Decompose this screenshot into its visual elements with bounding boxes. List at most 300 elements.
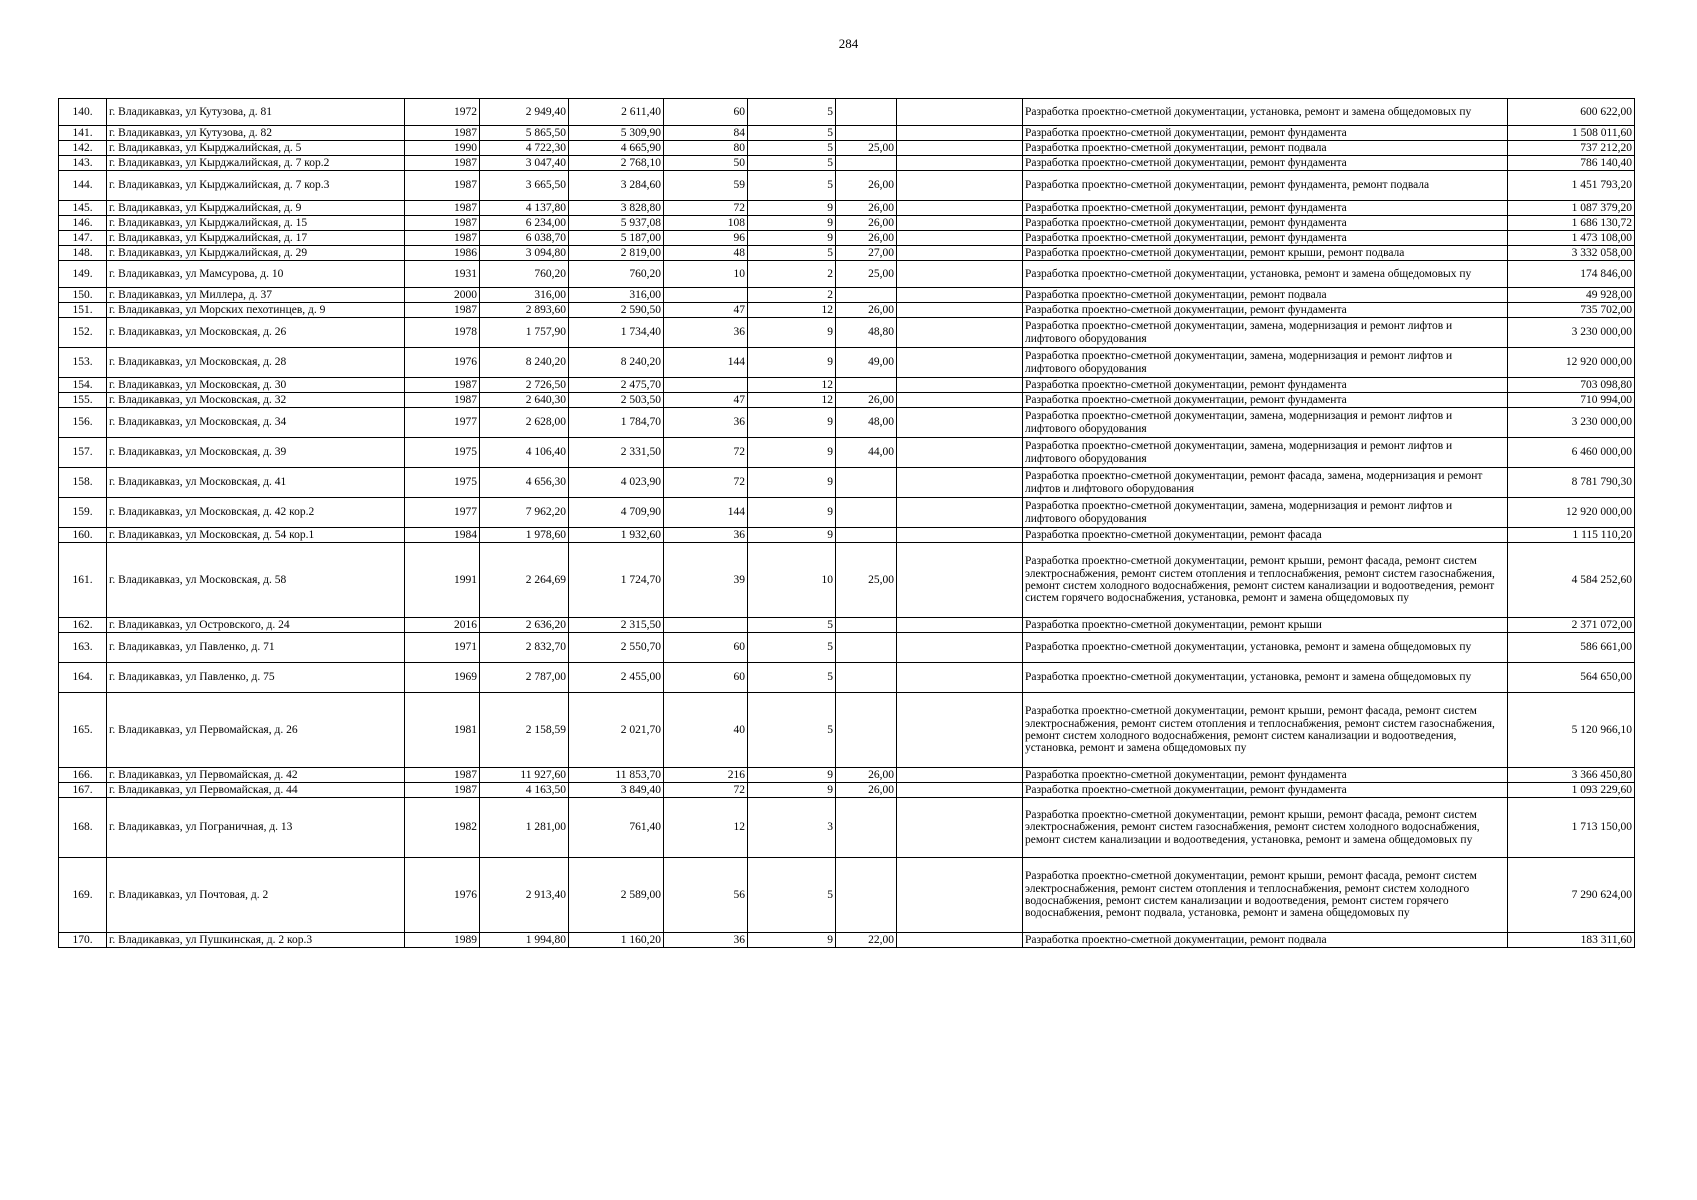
row-number: 162. bbox=[59, 618, 107, 633]
table-row bbox=[59, 348, 1635, 378]
address-cell: г. Владикавказ, ул Кырджалийская, д. 17 bbox=[107, 231, 405, 246]
works-cell: Разработка проектно-сметной документации, ремонт фундамента bbox=[1023, 126, 1508, 141]
year-cell: 1987 bbox=[405, 156, 480, 171]
residents-cell: 144 bbox=[664, 498, 748, 528]
table-row bbox=[59, 768, 1635, 783]
row-number: 157. bbox=[59, 438, 107, 468]
residents-cell: 47 bbox=[664, 303, 748, 318]
year-cell: 1977 bbox=[405, 408, 480, 438]
empty-cell bbox=[897, 126, 1023, 141]
year-cell: 1987 bbox=[405, 126, 480, 141]
living-area-cell: 2 021,70 bbox=[569, 693, 664, 768]
table-row bbox=[59, 693, 1635, 768]
residents-cell bbox=[664, 288, 748, 303]
total-area-cell: 1 281,00 bbox=[480, 798, 569, 858]
living-area-cell: 5 937,08 bbox=[569, 216, 664, 231]
living-area-cell: 8 240,20 bbox=[569, 348, 664, 378]
works-cell: Разработка проектно-сметной документации, замена, модернизация и ремонт лифтов и лифтового оборудования bbox=[1023, 408, 1508, 438]
residents-cell: 48 bbox=[664, 246, 748, 261]
cost-cell: 786 140,40 bbox=[1508, 156, 1635, 171]
address-cell: г. Владикавказ, ул Московская, д. 32 bbox=[107, 393, 405, 408]
empty-cell bbox=[897, 798, 1023, 858]
year-cell: 1972 bbox=[405, 99, 480, 126]
table-row bbox=[59, 318, 1635, 348]
floors-cell: 5 bbox=[748, 663, 836, 693]
works-cell: Разработка проектно-сметной документации, ремонт фасада bbox=[1023, 528, 1508, 543]
residents-cell: 60 bbox=[664, 99, 748, 126]
total-area-cell: 316,00 bbox=[480, 288, 569, 303]
residents-cell: 36 bbox=[664, 528, 748, 543]
wear-percent-cell bbox=[836, 693, 897, 768]
living-area-cell: 2 455,00 bbox=[569, 663, 664, 693]
row-number: 166. bbox=[59, 768, 107, 783]
empty-cell bbox=[897, 378, 1023, 393]
address-cell: г. Владикавказ, ул Кутузова, д. 81 bbox=[107, 99, 405, 126]
table-row bbox=[59, 231, 1635, 246]
residents-cell: 39 bbox=[664, 543, 748, 618]
address-cell: г. Владикавказ, ул Московская, д. 54 кор.1 bbox=[107, 528, 405, 543]
table-row bbox=[59, 468, 1635, 498]
cost-cell: 174 846,00 bbox=[1508, 261, 1635, 288]
row-number: 153. bbox=[59, 348, 107, 378]
address-cell: г. Владикавказ, ул Московская, д. 58 bbox=[107, 543, 405, 618]
cost-cell: 49 928,00 bbox=[1508, 288, 1635, 303]
row-number: 163. bbox=[59, 633, 107, 663]
table-row bbox=[59, 438, 1635, 468]
wear-percent-cell bbox=[836, 858, 897, 933]
total-area-cell: 6 038,70 bbox=[480, 231, 569, 246]
empty-cell bbox=[897, 438, 1023, 468]
address-cell: г. Владикавказ, ул Московская, д. 30 bbox=[107, 378, 405, 393]
living-area-cell: 2 611,40 bbox=[569, 99, 664, 126]
row-number: 156. bbox=[59, 408, 107, 438]
living-area-cell: 316,00 bbox=[569, 288, 664, 303]
works-cell: Разработка проектно-сметной документации, ремонт подвала bbox=[1023, 141, 1508, 156]
year-cell: 1981 bbox=[405, 693, 480, 768]
table-row bbox=[59, 216, 1635, 231]
year-cell: 1987 bbox=[405, 768, 480, 783]
row-number: 145. bbox=[59, 201, 107, 216]
floors-cell: 5 bbox=[748, 99, 836, 126]
residents-cell: 108 bbox=[664, 216, 748, 231]
table-row bbox=[59, 246, 1635, 261]
table-row bbox=[59, 798, 1635, 858]
table-row bbox=[59, 618, 1635, 633]
table-row bbox=[59, 633, 1635, 663]
residents-cell: 12 bbox=[664, 798, 748, 858]
cost-cell: 3 332 058,00 bbox=[1508, 246, 1635, 261]
cost-cell: 600 622,00 bbox=[1508, 99, 1635, 126]
cost-cell: 564 650,00 bbox=[1508, 663, 1635, 693]
residents-cell: 72 bbox=[664, 468, 748, 498]
empty-cell bbox=[897, 99, 1023, 126]
row-number: 148. bbox=[59, 246, 107, 261]
page-number: 284 bbox=[838, 36, 859, 51]
living-area-cell: 2 475,70 bbox=[569, 378, 664, 393]
total-area-cell: 7 962,20 bbox=[480, 498, 569, 528]
floors-cell: 2 bbox=[748, 288, 836, 303]
total-area-cell: 1 757,90 bbox=[480, 318, 569, 348]
cost-cell: 1 115 110,20 bbox=[1508, 528, 1635, 543]
total-area-cell: 2 636,20 bbox=[480, 618, 569, 633]
empty-cell bbox=[897, 618, 1023, 633]
cost-cell: 1 087 379,20 bbox=[1508, 201, 1635, 216]
living-area-cell: 2 589,00 bbox=[569, 858, 664, 933]
residents-cell: 36 bbox=[664, 318, 748, 348]
row-number: 140. bbox=[59, 99, 107, 126]
row-number: 161. bbox=[59, 543, 107, 618]
address-cell: г. Владикавказ, ул Миллера, д. 37 bbox=[107, 288, 405, 303]
year-cell: 1976 bbox=[405, 858, 480, 933]
cost-cell: 2 371 072,00 bbox=[1508, 618, 1635, 633]
living-area-cell: 2 315,50 bbox=[569, 618, 664, 633]
table-row bbox=[59, 543, 1635, 618]
cost-cell: 1 451 793,20 bbox=[1508, 171, 1635, 201]
living-area-cell: 1 160,20 bbox=[569, 933, 664, 948]
total-area-cell: 2 787,00 bbox=[480, 663, 569, 693]
cost-cell: 6 460 000,00 bbox=[1508, 438, 1635, 468]
total-area-cell: 4 163,50 bbox=[480, 783, 569, 798]
table-row bbox=[59, 933, 1635, 948]
empty-cell bbox=[897, 528, 1023, 543]
works-cell: Разработка проектно-сметной документации, установка, ремонт и замена общедомовых пу bbox=[1023, 99, 1508, 126]
total-area-cell: 3 094,80 bbox=[480, 246, 569, 261]
cost-cell: 1 473 108,00 bbox=[1508, 231, 1635, 246]
works-cell: Разработка проектно-сметной документации, ремонт крыши, ремонт фасада, ремонт систем электроснабжения, ремонт систем отопления и теплоснабжения, ремонт систем газоснабжения, ремонт систем холодного водоснабжения, ремонт систем канализации и водоотведения, ремонт систем горячего водоснабжения, установка, ремонт и замена общедомовых пу bbox=[1023, 543, 1508, 618]
row-number: 170. bbox=[59, 933, 107, 948]
living-area-cell: 5 309,90 bbox=[569, 126, 664, 141]
row-number: 141. bbox=[59, 126, 107, 141]
year-cell: 1977 bbox=[405, 498, 480, 528]
address-cell: г. Владикавказ, ул Московская, д. 42 кор.2 bbox=[107, 498, 405, 528]
living-area-cell: 4 709,90 bbox=[569, 498, 664, 528]
cost-cell: 710 994,00 bbox=[1508, 393, 1635, 408]
residents-cell: 60 bbox=[664, 663, 748, 693]
floors-cell: 9 bbox=[748, 468, 836, 498]
total-area-cell: 2 640,30 bbox=[480, 393, 569, 408]
wear-percent-cell: 26,00 bbox=[836, 303, 897, 318]
table-row bbox=[59, 261, 1635, 288]
total-area-cell: 4 137,80 bbox=[480, 201, 569, 216]
works-cell: Разработка проектно-сметной документации, ремонт крыши, ремонт фасада, ремонт систем электроснабжения, ремонт систем отопления и теплоснабжения, ремонт систем газоснабжения, ремонт систем холодного водоснабжения, ремонт систем канализации и водоотведения, установка, ремонт и замена общедомовых пу bbox=[1023, 693, 1508, 768]
wear-percent-cell: 26,00 bbox=[836, 171, 897, 201]
year-cell: 1991 bbox=[405, 543, 480, 618]
year-cell: 1982 bbox=[405, 798, 480, 858]
year-cell: 1987 bbox=[405, 201, 480, 216]
year-cell: 2000 bbox=[405, 288, 480, 303]
cost-cell: 3 230 000,00 bbox=[1508, 318, 1635, 348]
row-number: 165. bbox=[59, 693, 107, 768]
floors-cell: 12 bbox=[748, 393, 836, 408]
year-cell: 1987 bbox=[405, 378, 480, 393]
address-cell: г. Владикавказ, ул Московская, д. 41 bbox=[107, 468, 405, 498]
living-area-cell: 2 768,10 bbox=[569, 156, 664, 171]
wear-percent-cell: 22,00 bbox=[836, 933, 897, 948]
address-cell: г. Владикавказ, ул Островского, д. 24 bbox=[107, 618, 405, 633]
floors-cell: 9 bbox=[748, 231, 836, 246]
address-cell: г. Владикавказ, ул Кырджалийская, д. 7 кор.3 bbox=[107, 171, 405, 201]
floors-cell: 3 bbox=[748, 798, 836, 858]
cost-cell: 586 661,00 bbox=[1508, 633, 1635, 663]
year-cell: 1987 bbox=[405, 171, 480, 201]
total-area-cell: 11 927,60 bbox=[480, 768, 569, 783]
floors-cell: 5 bbox=[748, 693, 836, 768]
empty-cell bbox=[897, 246, 1023, 261]
table-row bbox=[59, 528, 1635, 543]
cost-cell: 1 093 229,60 bbox=[1508, 783, 1635, 798]
year-cell: 1975 bbox=[405, 438, 480, 468]
row-number: 154. bbox=[59, 378, 107, 393]
floors-cell: 2 bbox=[748, 261, 836, 288]
cost-cell: 3 366 450,80 bbox=[1508, 768, 1635, 783]
year-cell: 1984 bbox=[405, 528, 480, 543]
living-area-cell: 5 187,00 bbox=[569, 231, 664, 246]
year-cell: 1987 bbox=[405, 216, 480, 231]
row-number: 159. bbox=[59, 498, 107, 528]
empty-cell bbox=[897, 633, 1023, 663]
empty-cell bbox=[897, 858, 1023, 933]
address-cell: г. Владикавказ, ул Пушкинская, д. 2 кор.3 bbox=[107, 933, 405, 948]
table-row bbox=[59, 156, 1635, 171]
floors-cell: 9 bbox=[748, 318, 836, 348]
works-cell: Разработка проектно-сметной документации, замена, модернизация и ремонт лифтов и лифтового оборудования bbox=[1023, 348, 1508, 378]
residents-cell: 96 bbox=[664, 231, 748, 246]
address-cell: г. Владикавказ, ул Первомайская, д. 26 bbox=[107, 693, 405, 768]
year-cell: 1969 bbox=[405, 663, 480, 693]
floors-cell: 9 bbox=[748, 933, 836, 948]
wear-percent-cell: 25,00 bbox=[836, 261, 897, 288]
living-area-cell: 3 284,60 bbox=[569, 171, 664, 201]
floors-cell: 9 bbox=[748, 528, 836, 543]
year-cell: 1987 bbox=[405, 783, 480, 798]
living-area-cell: 1 932,60 bbox=[569, 528, 664, 543]
living-area-cell: 4 665,90 bbox=[569, 141, 664, 156]
floors-cell: 9 bbox=[748, 498, 836, 528]
cost-cell: 7 290 624,00 bbox=[1508, 858, 1635, 933]
table-row bbox=[59, 378, 1635, 393]
empty-cell bbox=[897, 216, 1023, 231]
year-cell: 1989 bbox=[405, 933, 480, 948]
cost-cell: 5 120 966,10 bbox=[1508, 693, 1635, 768]
residents-cell: 144 bbox=[664, 348, 748, 378]
cost-cell: 8 781 790,30 bbox=[1508, 468, 1635, 498]
wear-percent-cell: 26,00 bbox=[836, 768, 897, 783]
works-cell: Разработка проектно-сметной документации, ремонт фундамента bbox=[1023, 303, 1508, 318]
row-number: 144. bbox=[59, 171, 107, 201]
residents-cell: 40 bbox=[664, 693, 748, 768]
works-cell: Разработка проектно-сметной документации, ремонт фундамента bbox=[1023, 783, 1508, 798]
table-row bbox=[59, 858, 1635, 933]
wear-percent-cell: 26,00 bbox=[836, 393, 897, 408]
year-cell: 1990 bbox=[405, 141, 480, 156]
living-area-cell: 1 734,40 bbox=[569, 318, 664, 348]
floors-cell: 9 bbox=[748, 768, 836, 783]
residents-cell: 47 bbox=[664, 393, 748, 408]
wear-percent-cell bbox=[836, 633, 897, 663]
row-number: 147. bbox=[59, 231, 107, 246]
works-cell: Разработка проектно-сметной документации, ремонт фундамента bbox=[1023, 201, 1508, 216]
residents-cell: 50 bbox=[664, 156, 748, 171]
empty-cell bbox=[897, 933, 1023, 948]
row-number: 168. bbox=[59, 798, 107, 858]
address-cell: г. Владикавказ, ул Пограничная, д. 13 bbox=[107, 798, 405, 858]
cost-cell: 1 508 011,60 bbox=[1508, 126, 1635, 141]
works-cell: Разработка проектно-сметной документации, установка, ремонт и замена общедомовых пу bbox=[1023, 633, 1508, 663]
floors-cell: 5 bbox=[748, 156, 836, 171]
address-cell: г. Владикавказ, ул Почтовая, д. 2 bbox=[107, 858, 405, 933]
residents-cell: 216 bbox=[664, 768, 748, 783]
works-cell: Разработка проектно-сметной документации, ремонт фасада, замена, модернизация и ремонт лифтов и лифтового оборудования bbox=[1023, 468, 1508, 498]
year-cell: 1987 bbox=[405, 393, 480, 408]
total-area-cell: 3 665,50 bbox=[480, 171, 569, 201]
floors-cell: 10 bbox=[748, 543, 836, 618]
address-cell: г. Владикавказ, ул Первомайская, д. 42 bbox=[107, 768, 405, 783]
residents-cell: 10 bbox=[664, 261, 748, 288]
total-area-cell: 5 865,50 bbox=[480, 126, 569, 141]
works-cell: Разработка проектно-сметной документации, ремонт подвала bbox=[1023, 933, 1508, 948]
residents-cell: 72 bbox=[664, 438, 748, 468]
wear-percent-cell: 25,00 bbox=[836, 141, 897, 156]
table-row bbox=[59, 498, 1635, 528]
empty-cell bbox=[897, 348, 1023, 378]
year-cell: 1976 bbox=[405, 348, 480, 378]
floors-cell: 9 bbox=[748, 216, 836, 231]
year-cell: 1987 bbox=[405, 231, 480, 246]
wear-percent-cell bbox=[836, 798, 897, 858]
empty-cell bbox=[897, 288, 1023, 303]
floors-cell: 5 bbox=[748, 171, 836, 201]
cost-cell: 4 584 252,60 bbox=[1508, 543, 1635, 618]
wear-percent-cell bbox=[836, 378, 897, 393]
floors-cell: 9 bbox=[748, 408, 836, 438]
living-area-cell: 4 023,90 bbox=[569, 468, 664, 498]
total-area-cell: 3 047,40 bbox=[480, 156, 569, 171]
address-cell: г. Владикавказ, ул Кырджалийская, д. 9 bbox=[107, 201, 405, 216]
total-area-cell: 1 994,80 bbox=[480, 933, 569, 948]
empty-cell bbox=[897, 261, 1023, 288]
empty-cell bbox=[897, 201, 1023, 216]
table-row bbox=[59, 126, 1635, 141]
wear-percent-cell: 25,00 bbox=[836, 543, 897, 618]
floors-cell: 9 bbox=[748, 201, 836, 216]
works-cell: Разработка проектно-сметной документации, замена, модернизация и ремонт лифтов и лифтового оборудования bbox=[1023, 498, 1508, 528]
floors-cell: 12 bbox=[748, 378, 836, 393]
residents-cell bbox=[664, 618, 748, 633]
address-cell: г. Владикавказ, ул Морских пехотинцев, д. 9 bbox=[107, 303, 405, 318]
row-number: 169. bbox=[59, 858, 107, 933]
residents-cell: 72 bbox=[664, 201, 748, 216]
empty-cell bbox=[897, 663, 1023, 693]
floors-cell: 9 bbox=[748, 783, 836, 798]
table-row bbox=[59, 141, 1635, 156]
row-number: 142. bbox=[59, 141, 107, 156]
wear-percent-cell bbox=[836, 618, 897, 633]
living-area-cell: 3 849,40 bbox=[569, 783, 664, 798]
living-area-cell: 761,40 bbox=[569, 798, 664, 858]
cost-cell: 1 686 130,72 bbox=[1508, 216, 1635, 231]
residents-cell: 56 bbox=[664, 858, 748, 933]
cost-cell: 3 230 000,00 bbox=[1508, 408, 1635, 438]
year-cell: 1978 bbox=[405, 318, 480, 348]
living-area-cell: 2 819,00 bbox=[569, 246, 664, 261]
address-cell: г. Владикавказ, ул Павленко, д. 71 bbox=[107, 633, 405, 663]
table-row bbox=[59, 171, 1635, 201]
living-area-cell: 2 590,50 bbox=[569, 303, 664, 318]
living-area-cell: 2 503,50 bbox=[569, 393, 664, 408]
empty-cell bbox=[897, 171, 1023, 201]
works-cell: Разработка проектно-сметной документации, ремонт фундамента, ремонт подвала bbox=[1023, 171, 1508, 201]
works-cell: Разработка проектно-сметной документации, замена, модернизация и ремонт лифтов и лифтового оборудования bbox=[1023, 438, 1508, 468]
wear-percent-cell bbox=[836, 468, 897, 498]
table-row bbox=[59, 201, 1635, 216]
empty-cell bbox=[897, 303, 1023, 318]
total-area-cell: 760,20 bbox=[480, 261, 569, 288]
floors-cell: 5 bbox=[748, 618, 836, 633]
works-cell: Разработка проектно-сметной документации, установка, ремонт и замена общедомовых пу bbox=[1023, 261, 1508, 288]
wear-percent-cell: 26,00 bbox=[836, 216, 897, 231]
cost-cell: 183 311,60 bbox=[1508, 933, 1635, 948]
table-row bbox=[59, 303, 1635, 318]
wear-percent-cell: 48,80 bbox=[836, 318, 897, 348]
wear-percent-cell bbox=[836, 528, 897, 543]
year-cell: 1931 bbox=[405, 261, 480, 288]
row-number: 155. bbox=[59, 393, 107, 408]
total-area-cell: 2 949,40 bbox=[480, 99, 569, 126]
works-cell: Разработка проектно-сметной документации, ремонт фундамента bbox=[1023, 231, 1508, 246]
living-area-cell: 760,20 bbox=[569, 261, 664, 288]
cost-cell: 735 702,00 bbox=[1508, 303, 1635, 318]
row-number: 158. bbox=[59, 468, 107, 498]
year-cell: 2016 bbox=[405, 618, 480, 633]
address-cell: г. Владикавказ, ул Московская, д. 28 bbox=[107, 348, 405, 378]
wear-percent-cell bbox=[836, 498, 897, 528]
living-area-cell: 1 784,70 bbox=[569, 408, 664, 438]
wear-percent-cell: 44,00 bbox=[836, 438, 897, 468]
floors-cell: 5 bbox=[748, 633, 836, 663]
address-cell: г. Владикавказ, ул Московская, д. 34 bbox=[107, 408, 405, 438]
wear-percent-cell bbox=[836, 99, 897, 126]
wear-percent-cell bbox=[836, 663, 897, 693]
empty-cell bbox=[897, 693, 1023, 768]
row-number: 152. bbox=[59, 318, 107, 348]
wear-percent-cell: 48,00 bbox=[836, 408, 897, 438]
empty-cell bbox=[897, 498, 1023, 528]
floors-cell: 5 bbox=[748, 858, 836, 933]
row-number: 167. bbox=[59, 783, 107, 798]
works-cell: Разработка проектно-сметной документации, ремонт крыши, ремонт фасада, ремонт систем электроснабжения, ремонт систем газоснабжения, ремонт систем холодного водоснабжения, ремонт систем канализации и водоотведения, установка, ремонт и замена общедомовых пу bbox=[1023, 798, 1508, 858]
total-area-cell: 4 722,30 bbox=[480, 141, 569, 156]
total-area-cell: 6 234,00 bbox=[480, 216, 569, 231]
floors-cell: 12 bbox=[748, 303, 836, 318]
floors-cell: 9 bbox=[748, 438, 836, 468]
total-area-cell: 2 893,60 bbox=[480, 303, 569, 318]
living-area-cell: 3 828,80 bbox=[569, 201, 664, 216]
works-cell: Разработка проектно-сметной документации, ремонт фундамента bbox=[1023, 378, 1508, 393]
address-cell: г. Владикавказ, ул Московская, д. 26 bbox=[107, 318, 405, 348]
year-cell: 1971 bbox=[405, 633, 480, 663]
table-row bbox=[59, 663, 1635, 693]
address-cell: г. Владикавказ, ул Кырджалийская, д. 15 bbox=[107, 216, 405, 231]
wear-percent-cell: 26,00 bbox=[836, 231, 897, 246]
living-area-cell: 2 331,50 bbox=[569, 438, 664, 468]
repair-program-table bbox=[58, 98, 1635, 948]
empty-cell bbox=[897, 393, 1023, 408]
empty-cell bbox=[897, 768, 1023, 783]
residents-cell: 80 bbox=[664, 141, 748, 156]
works-cell: Разработка проектно-сметной документации, замена, модернизация и ремонт лифтов и лифтового оборудования bbox=[1023, 318, 1508, 348]
row-number: 151. bbox=[59, 303, 107, 318]
year-cell: 1986 bbox=[405, 246, 480, 261]
